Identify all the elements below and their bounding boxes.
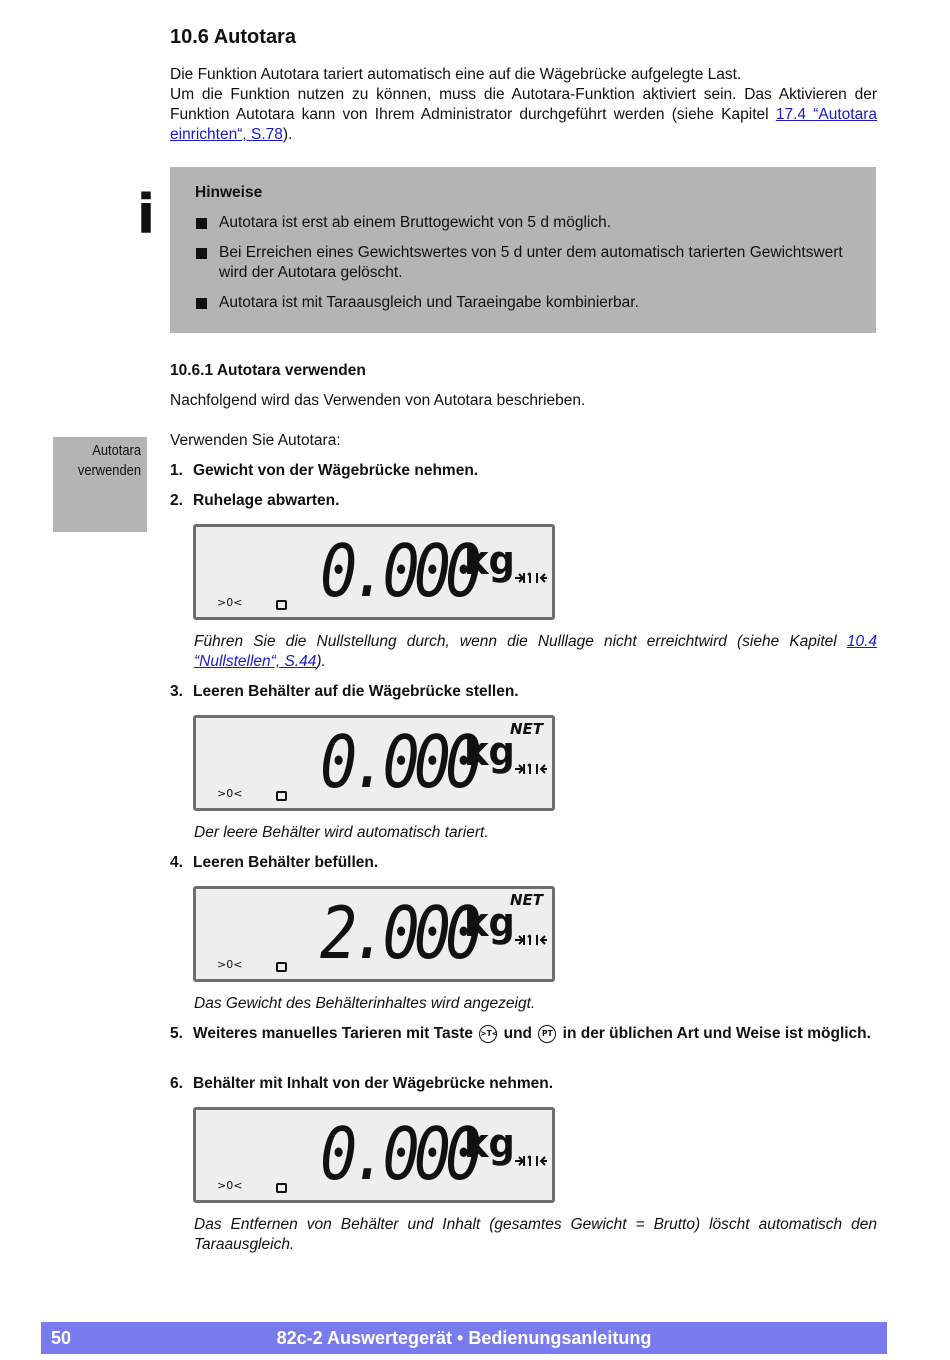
step-text: Behälter mit Inhalt von der Wägebrücke nehmen. [193,1075,554,1092]
weight-display [193,1107,555,1203]
note-heading: Hinweise [195,184,263,201]
step-text: Leeren Behälter auf die Wägebrücke stellen. [193,683,519,700]
note-item [195,243,854,283]
step-number: 2. [170,492,183,509]
page-number: 50 [51,1328,72,1348]
weight-readout: 0.000 [320,529,477,613]
weight-unit: kg [464,900,515,946]
step-text: Gewicht von der Wägebrücke nehmen. [193,462,479,479]
step-6 [170,1074,878,1094]
subsection-description: Nachfolgend wird das Verwenden von Autotara beschrieben. [170,392,586,409]
margin-label-line-2: verwenden [77,462,141,479]
content-caption: Das Gewicht des Behälterinhaltes wird angezeigt. [194,995,536,1012]
note-item-text: Bei Erreichen eines Gewichtswertes von 5 d unter dem automatisch tarierten Gewichtswert wird der Autotara gelöscht. [219,244,843,281]
info-icon: i [136,183,156,246]
tare-key-label: >T< [480,1029,498,1038]
step-text: Leeren Behälter befüllen. [193,854,379,871]
zero-setting-link[interactable]: 10.4 “Nullstellen“, S.44 [194,633,877,670]
zero-indicator: >0< [217,1179,243,1192]
net-indicator: NET [510,720,544,738]
intro-line-2 [170,85,877,145]
intro-line-1: Die Funktion Autotara tariert automatisch eine auf die Wägebrücke aufgelegte Last. [170,66,742,83]
range-indicator-icon [513,1153,547,1169]
preset-tare-key-icon [538,1025,556,1043]
step-number: 5. [170,1025,183,1042]
zero-caption-suffix: ). [316,653,326,670]
standstill-indicator-icon [276,1183,287,1193]
weight-display [193,715,555,811]
tared-caption: Der leere Behälter wird automatisch tariert. [194,824,489,841]
weight-unit: kg [464,1121,515,1167]
margin-label [53,437,147,532]
removed-caption: Das Entfernen von Behälter und Inhalt (gesamtes Gewicht = Brutto) löscht automatisch den Taraausgleich. [194,1216,877,1253]
zero-indicator: >0< [217,596,243,609]
step-2 [170,491,878,511]
step-number: 4. [170,854,183,871]
step-number: 1. [170,462,183,479]
intro-text [170,65,877,145]
bullet-square-icon [196,298,207,309]
weight-display [193,524,555,620]
tare-key-icon [479,1025,497,1043]
standstill-indicator-icon [276,600,287,610]
bullet-square-icon [196,218,207,229]
intro-line-2-suffix: ). [282,126,293,143]
step-text [193,1024,878,1044]
page-footer [41,1322,887,1354]
note-item-text: Autotara ist mit Taraausgleich und Taraeingabe kombinierbar. [219,294,639,311]
zero-indicator: >0< [217,787,243,800]
note-item-text: Autotara ist erst ab einem Bruttogewicht von 5 d möglich. [219,214,612,231]
weight-unit: kg [464,538,515,584]
weight-display [193,886,555,982]
document-title: 82c-2 Auswertegerät • Bedienungsanleitung [276,1328,652,1348]
note-item [195,293,854,313]
zero-indicator: >0< [217,958,243,971]
weight-readout: 2.000 [320,891,477,975]
weight-readout: 0.000 [320,720,477,804]
range-indicator-icon [513,761,547,777]
step-number: 3. [170,683,183,700]
zero-caption [194,632,877,672]
section-title: 10.6 Autotara [170,26,296,48]
step-5 [170,1024,878,1044]
subsection-title: 10.6.1 Autotara verwenden [170,362,366,379]
bullet-square-icon [196,248,207,259]
note-item [195,213,854,233]
preset-tare-key-label: PT [542,1029,553,1038]
note-box [170,167,876,333]
zero-caption-prefix: Führen Sie die Nullstellung durch, wenn die Nulllage nicht erreichtwird (siehe Kapitel [194,633,847,650]
zero-caption-text [194,632,877,672]
range-indicator-icon [513,932,547,948]
step-text: Ruhelage abwarten. [193,492,340,509]
step-text-part: und [503,1025,533,1042]
autotara-setup-link[interactable]: 17.4 “Autotara einrichten“, S.78 [170,106,877,143]
standstill-indicator-icon [276,962,287,972]
note-list [195,213,854,313]
standstill-indicator-icon [276,791,287,801]
net-indicator: NET [510,891,544,909]
steps-lead: Verwenden Sie Autotara: [170,432,341,449]
weight-unit: kg [464,729,515,775]
step-text-part: Weiteres manuelles Tarieren mit Taste [193,1025,473,1042]
margin-label-line-1: Autotara [92,442,141,459]
step-3 [170,682,878,702]
step-text-part: in der üblichen Art und Weise ist möglich. [562,1025,871,1042]
step-1 [170,461,878,481]
weight-readout: 0.000 [320,1112,477,1196]
intro-line-2-text: Um die Funktion nutzen zu können, muss die Autotara-Funktion aktiviert sein. Das Aktivieren der Funktion Autotara kann von Ihrem Administrator durchgeführt werden (siehe Kapitel [170,86,877,123]
step-4 [170,853,878,873]
step-number: 6. [170,1075,183,1092]
range-indicator-icon [513,570,547,586]
